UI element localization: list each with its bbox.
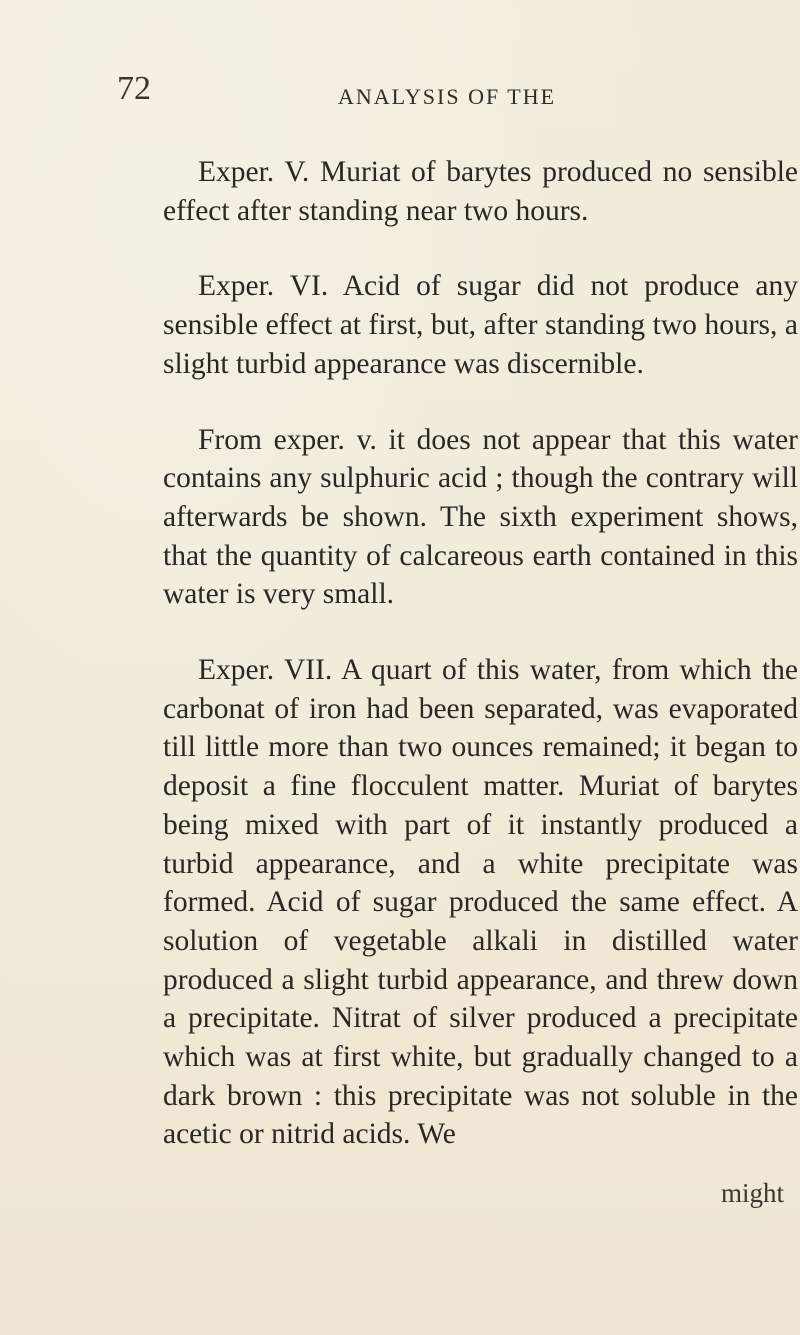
paragraph-from-exper-v: From exper. v. it does not appear that this water contains any sulphuric acid ; though the contrary will afterwards be shown. The sixth experiment shows, that the quantity of calcareous earth contained in this water is very small. xyxy=(163,423,798,611)
page-number: 72 xyxy=(117,70,151,107)
catchword: might xyxy=(721,1178,785,1208)
body-text xyxy=(163,153,798,1154)
page-header xyxy=(0,72,800,122)
paragraph-exper-v: Exper. V. Muriat of barytes produced no sensible effect after standing near two hours. xyxy=(163,156,798,227)
running-head: ANALYSIS OF THE xyxy=(338,84,557,109)
paragraph-exper-vi: Exper. VI. Acid of sugar did not produce any sensible effect at first, but, after standing two hours, a slight turbid appearance was discernible. xyxy=(163,270,798,380)
paragraph-exper-vii: Exper. VII. A quart of this water, from which the carbonat of iron had been separated, was evaporated till little more than two ounces remained; it began to deposit a fine flocculent matter. Muriat of barytes being mixed with part of it instantly produced a turbid appearance, and a white precipitate was formed. Acid of sugar produced the same effect. A solution of vegetable alkali in distilled water produced a slight turbid appearance, and threw down a precipitate. Nitrat of silver produced a precipitate which was at first white, but gradually changed to a dark brown : this precipitate was not soluble in the acetic or nitrid acids. We xyxy=(163,654,798,1151)
